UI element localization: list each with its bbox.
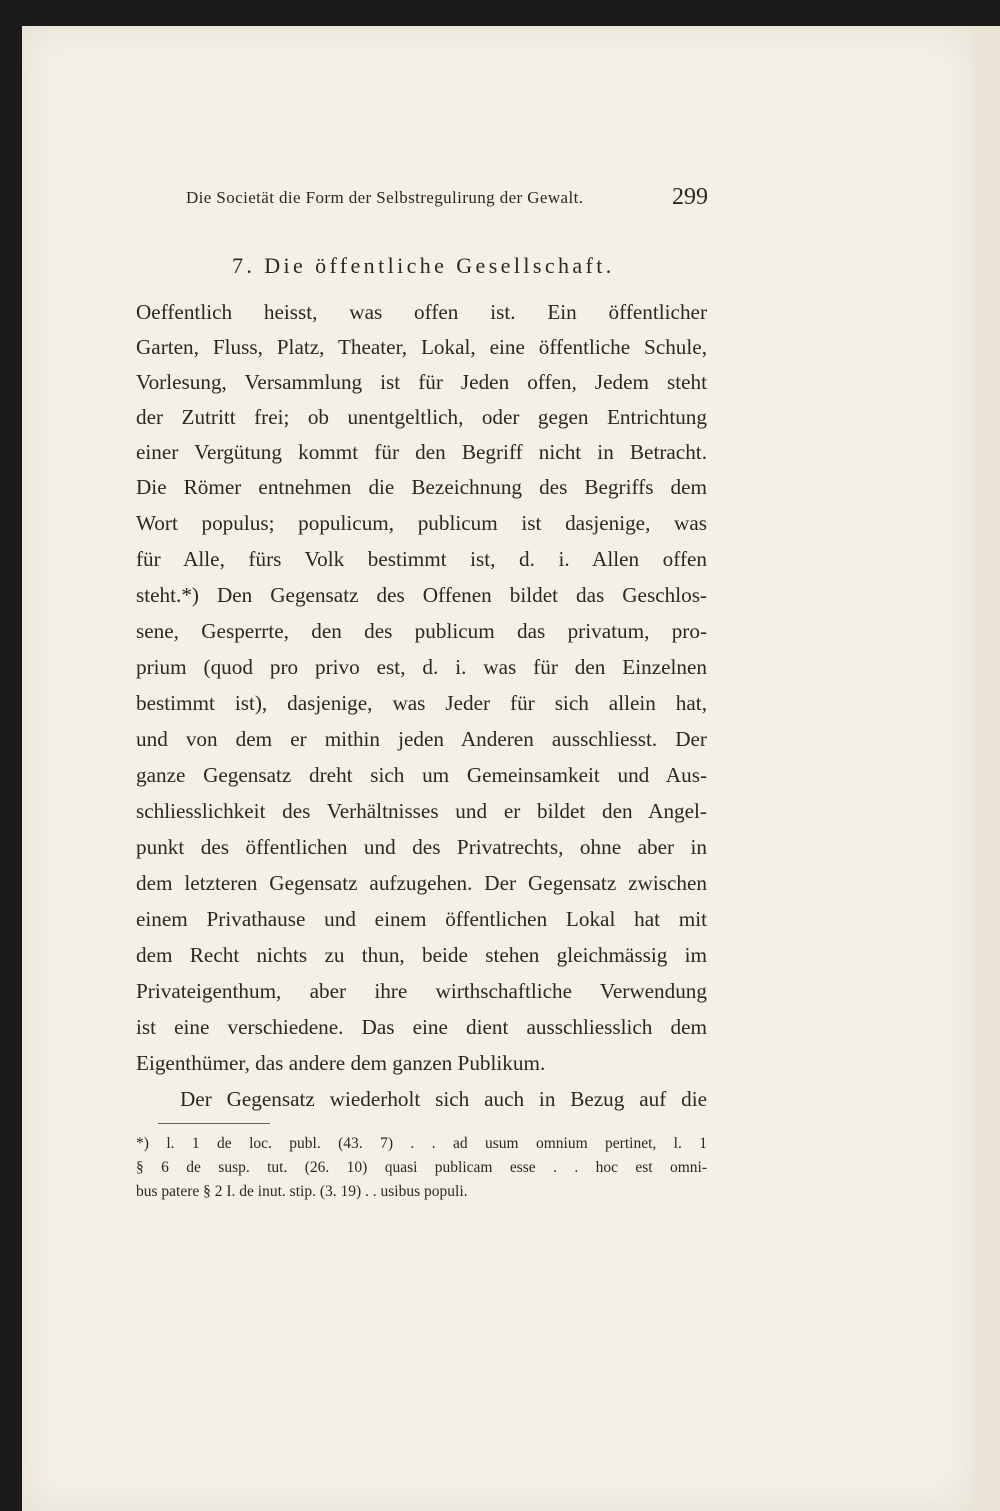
- body-line: sene, Gesperrte, den des publicum das privatum, pro-: [136, 619, 707, 643]
- body-line: Die Römer entnehmen die Bezeichnung des Begriffs dem: [136, 475, 707, 499]
- body-line: ganze Gegensatz dreht sich um Gemeinsamkeit und Aus-: [136, 763, 707, 787]
- body-line: Der Gegensatz wiederholt sich auch in Bezug auf die: [180, 1087, 707, 1111]
- body-line: für Alle, fürs Volk bestimmt ist, d. i. Allen offen: [136, 547, 707, 571]
- footnote-line: § 6 de susp. tut. (26. 10) quasi publicam esse . . hoc est omni-: [136, 1159, 707, 1176]
- body-line: einer Vergütung kommt für den Begriff nicht in Betracht.: [136, 440, 707, 464]
- body-line: Wort populus; populicum, publicum ist dasjenige, was: [136, 511, 707, 535]
- page-number: 299: [672, 184, 708, 210]
- body-line: Vorlesung, Versammlung ist für Jeden offen, Jedem steht: [136, 370, 707, 394]
- body-line: schliesslichkeit des Verhältnisses und er bildet den Angel-: [136, 799, 707, 823]
- body-line: einem Privathause und einem öffentlichen Lokal hat mit: [136, 907, 707, 931]
- running-header: Die Societät die Form der Selbstregulirung der Gewalt.: [186, 188, 584, 207]
- body-line: Garten, Fluss, Platz, Theater, Lokal, eine öffentliche Schule,: [136, 335, 707, 359]
- section-heading: 7. Die öffentliche Gesellschaft.: [232, 253, 615, 278]
- body-line: und von dem er mithin jeden Anderen ausschliesst. Der: [136, 727, 707, 751]
- footnote-line: *) l. 1 de loc. publ. (43. 7) . . ad usum omnium pertinet, l. 1: [136, 1135, 707, 1152]
- body-line: dem Recht nichts zu thun, beide stehen gleichmässig im: [136, 943, 707, 967]
- body-line: punkt des öffentlichen und des Privatrechts, ohne aber in: [136, 835, 707, 859]
- footnote-rule: [158, 1123, 270, 1124]
- body-line: dem letzteren Gegensatz aufzugehen. Der Gegensatz zwischen: [136, 871, 707, 895]
- body-line: Oeffentlich heisst, was offen ist. Ein öffentlicher: [136, 300, 707, 324]
- footnote-line: bus patere § 2 I. de inut. stip. (3. 19) . . usibus populi.: [136, 1183, 468, 1200]
- body-line: Eigenthümer, das andere dem ganzen Publikum.: [136, 1051, 546, 1075]
- body-line: ist eine verschiedene. Das eine dient ausschliesslich dem: [136, 1015, 707, 1039]
- body-line: Privateigenthum, aber ihre wirthschaftliche Verwendung: [136, 979, 707, 1003]
- body-line: steht.*) Den Gegensatz des Offenen bildet das Geschlos-: [136, 583, 707, 607]
- body-line: der Zutritt frei; ob unentgeltlich, oder gegen Entrichtung: [136, 405, 707, 429]
- body-line: prium (quod pro privo est, d. i. was für den Einzelnen: [136, 655, 707, 679]
- body-line: bestimmt ist), dasjenige, was Jeder für sich allein hat,: [136, 691, 707, 715]
- page-edge: [974, 26, 1000, 1511]
